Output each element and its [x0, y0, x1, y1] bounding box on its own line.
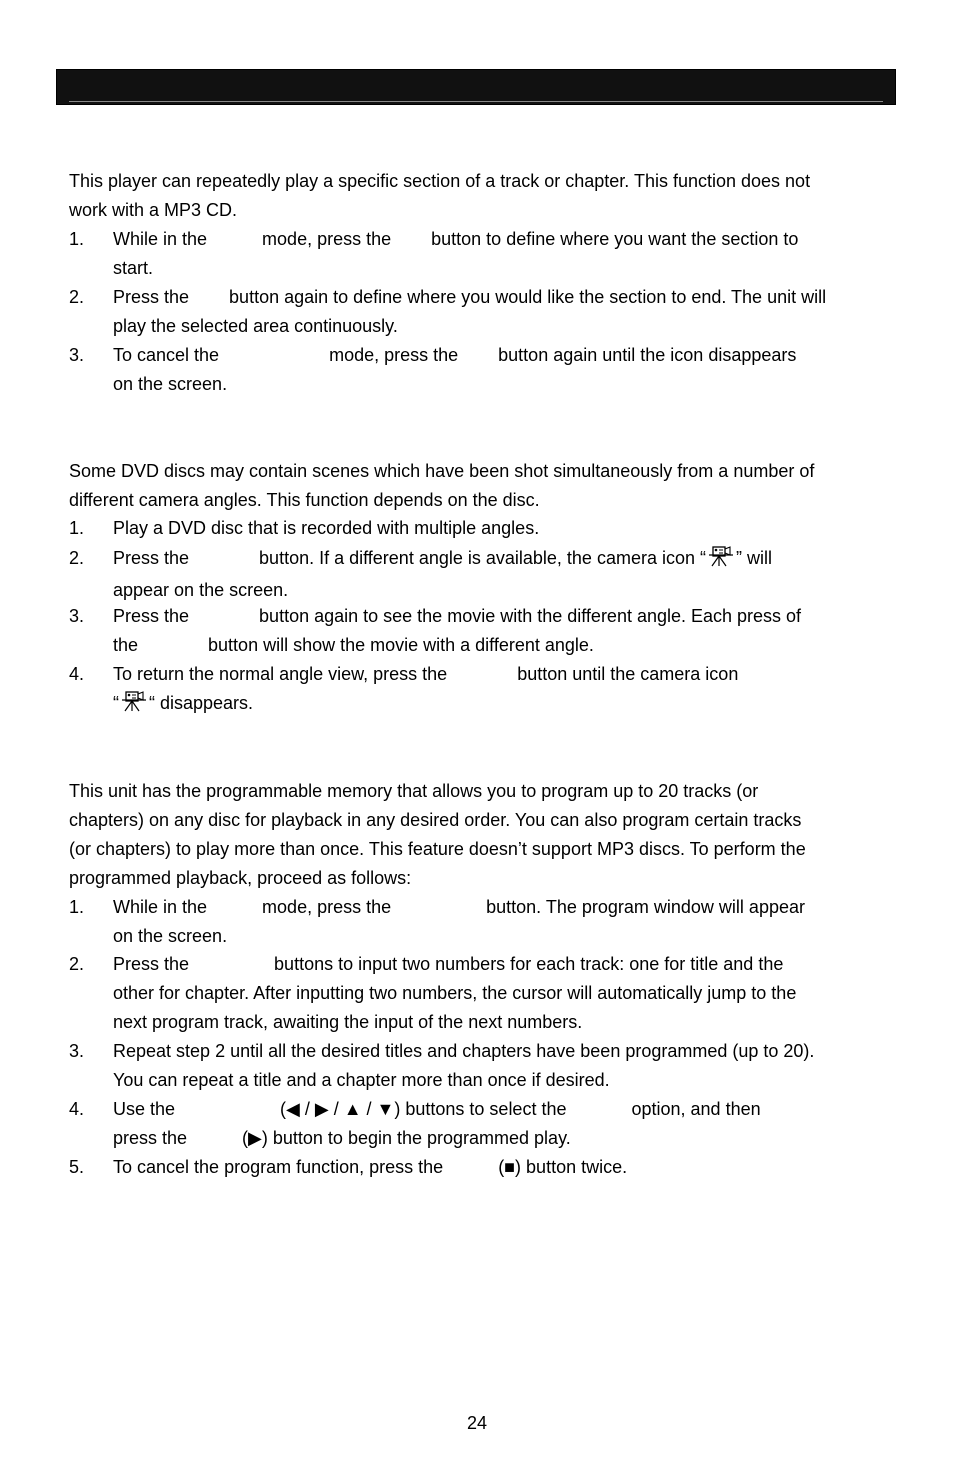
section-header-bar — [56, 69, 896, 105]
step-text: play the selected area continuously. — [113, 316, 398, 336]
step-text: other for chapter. After inputting two numbers, the cursor will automatically jump to the — [113, 983, 797, 1003]
step-text: To cancel the program function, press the (■) button twice. — [113, 1157, 628, 1177]
step-text: on the screen. — [113, 926, 228, 946]
step-number: 3. — [69, 1041, 85, 1061]
step-number: 5. — [69, 1157, 85, 1177]
step-text: Press the button again to see the movie with the different angle. Each press of — [113, 606, 802, 626]
step-text: on the screen. — [113, 374, 228, 394]
step-number: 4. — [69, 664, 85, 684]
repeat-intro-line: work with a MP3 CD. — [69, 200, 238, 220]
step-text: Repeat step 2 until all the desired titles and chapters have been programmed (up to 20). — [113, 1041, 815, 1061]
step-number: 3. — [69, 345, 85, 365]
step-text: You can repeat a title and a chapter more than once if desired. — [113, 1070, 610, 1090]
step-text: To cancel the mode, press the button again until the icon disappears — [113, 345, 797, 365]
angle-intro-line: Some DVD discs may contain scenes which have been shot simultaneously from a number of — [69, 461, 815, 481]
step-text: Press the buttons to input two numbers for each track: one for title and the — [113, 954, 784, 974]
repeat-intro-line: This player can repeatedly play a specific section of a track or chapter. This function does not — [69, 171, 811, 191]
program-intro-line: chapters) on any disc for playback in any desired order. You can also program certain tracks — [69, 810, 802, 830]
step-number: 1. — [69, 897, 85, 917]
step-text: “ disappears. — [149, 693, 254, 713]
angle-intro — [69, 457, 889, 515]
step-text: Press the button again to define where you would like the section to end. The unit will — [113, 287, 827, 307]
step-text: Press the button. If a different angle is available, the camera icon “ — [113, 548, 706, 568]
step-number: 1. — [69, 518, 85, 538]
step-text: next program track, awaiting the input of the next numbers. — [113, 1012, 583, 1032]
step-text: While in the mode, press the button. The program window will appear — [113, 897, 805, 917]
step-text: Use the (◀ / ▶ / ▲ / ▼) buttons to select the option, and then — [113, 1099, 761, 1119]
step-number: 4. — [69, 1099, 85, 1119]
program-intro-line: programmed playback, proceed as follows: — [69, 868, 412, 888]
step-text: ” will — [735, 548, 772, 568]
page-number: 24 — [466, 1413, 488, 1433]
program-intro-line: (or chapters) to play more than once. This feature doesn’t support MP3 discs. To perform the — [69, 839, 806, 859]
step-number: 2. — [69, 548, 85, 568]
step-number: 2. — [69, 954, 85, 974]
step-text: To return the normal angle view, press the button until the camera icon — [113, 664, 739, 684]
repeat-intro — [69, 167, 889, 225]
camera-icon — [706, 545, 736, 576]
step-text: appear on the screen. — [113, 580, 289, 600]
program-intro-line: This unit has the programmable memory that allows you to program up to 20 tracks (or — [69, 781, 759, 801]
step-number: 3. — [69, 606, 85, 626]
step-text: the button will show the movie with a different angle. — [113, 635, 594, 655]
step-text: start. — [113, 258, 154, 278]
step-number: 2. — [69, 287, 85, 307]
step-text: press the (▶) button to begin the programmed play. — [113, 1128, 571, 1148]
step-number: 1. — [69, 229, 85, 249]
angle-intro-line: different camera angles. This function depends on the disc. — [69, 490, 540, 510]
camera-icon — [119, 690, 149, 721]
step-text: “ — [113, 693, 119, 713]
step-text: While in the mode, press the button to define where you want the section to — [113, 229, 799, 249]
header-bar-rule — [69, 101, 883, 102]
step-text: Play a DVD disc that is recorded with multiple angles. — [113, 518, 540, 538]
program-intro — [69, 777, 889, 893]
